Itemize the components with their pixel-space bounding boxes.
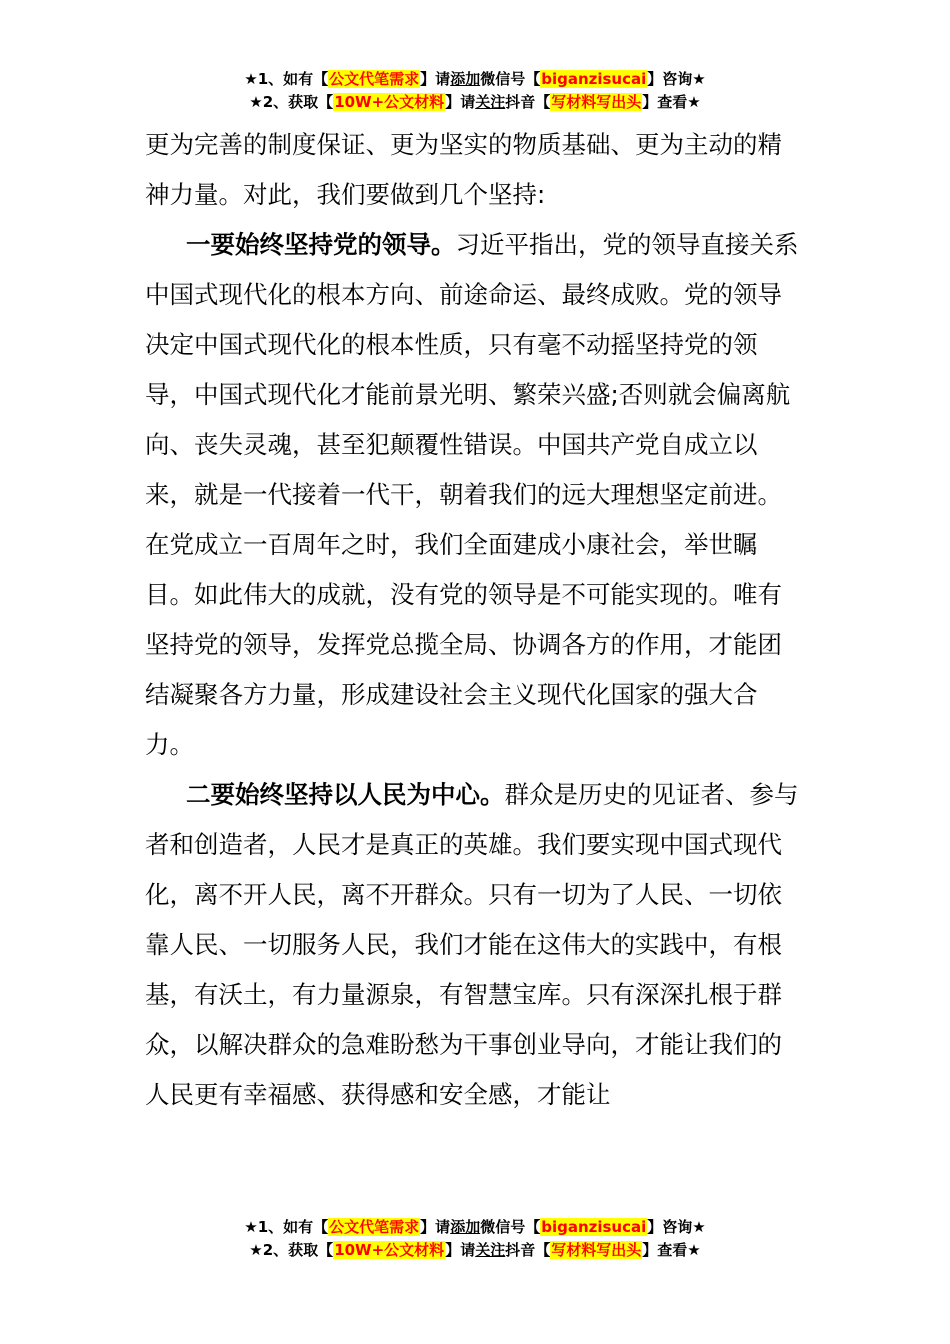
banner-text: 】查看★ bbox=[642, 93, 701, 111]
banner-highlight: 10W+公文材料 bbox=[334, 1241, 445, 1259]
banner-text: 】请 bbox=[445, 1241, 476, 1259]
banner-text: 抖音【 bbox=[505, 93, 551, 111]
banner-text: 】咨询★ bbox=[647, 1218, 706, 1236]
banner-line-1 bbox=[0, 68, 950, 91]
banner-text: 微信号【 bbox=[480, 70, 541, 88]
banner-underlined: 添加 bbox=[450, 1218, 481, 1236]
banner-line-1 bbox=[0, 1216, 950, 1239]
banner-highlight: 写材料写出头 bbox=[551, 1241, 642, 1259]
banner-highlight: biganzisucai bbox=[541, 70, 647, 88]
paragraph-heading: 二要始终坚持以人民为中心。 bbox=[186, 780, 505, 809]
banner-highlight: 公文代笔需求 bbox=[329, 70, 420, 88]
banner-highlight: biganzisucai bbox=[541, 1218, 647, 1236]
banner-text: 】咨询★ bbox=[647, 70, 706, 88]
document-body bbox=[145, 120, 805, 1120]
banner-text: 微信号【 bbox=[480, 1218, 541, 1236]
header-banner bbox=[0, 68, 950, 114]
paragraph-party-leadership bbox=[145, 220, 805, 770]
banner-text: ★2、获取【 bbox=[249, 93, 334, 111]
paragraph-people-centered bbox=[145, 770, 805, 1120]
banner-highlight: 公文代笔需求 bbox=[329, 1218, 420, 1236]
banner-line-2 bbox=[0, 91, 950, 114]
banner-text: 】请 bbox=[445, 93, 476, 111]
paragraph-text: 群众是历史的见证者、参与者和创造者，人民才是真正的英雄。我们要实现中国式现代化，离不开人民，离不开群众。只有一切为了人民、一切依靠人民、一切服务人民，我们才能在这伟大的实践中，有根基，有沃土，有力量源泉，有智慧宝库。只有深深扎根于群众，以解决群众的急难盼愁为干事创业导向，才能让我们的人民更有幸福感、获得感和安全感，才能让 bbox=[145, 780, 799, 1109]
paragraph-continuation: 更为完善的制度保证、更为坚实的物质基础、更为主动的精神力量。对此，我们要做到几个坚持: bbox=[145, 130, 782, 209]
paragraph-heading: 一要始终坚持党的领导。 bbox=[186, 230, 456, 259]
banner-underlined: 添加 bbox=[450, 70, 481, 88]
banner-highlight: 10W+公文材料 bbox=[334, 93, 445, 111]
banner-text: 】请 bbox=[420, 70, 451, 88]
banner-text: ★2、获取【 bbox=[249, 1241, 334, 1259]
banner-line-2 bbox=[0, 1239, 950, 1262]
banner-text: ★1、如有【 bbox=[244, 70, 329, 88]
banner-text: 】查看★ bbox=[642, 1241, 701, 1259]
paragraph-text: 习近平指出，党的领导直接关系中国式现代化的根本方向、前途命运、最终成败。党的领导决定中国式现代化的根本性质，只有毫不动摇坚持党的领导，中国式现代化才能前景光明、繁荣兴盛;否则就会偏离航向、丧失灵魂，甚至犯颠覆性错误。中国共产党自成立以来，就是一代接着一代干，朝着我们的远大理想坚定前进。在党成立一百周年之时，我们全面建成小康社会，举世瞩目。如此伟大的成就，没有党的领导是不可能实现的。唯有坚持党的领导，发挥党总揽全局、协调各方的作用，才能团结凝聚各方力量，形成建设社会主义现代化国家的强大合力。 bbox=[145, 230, 799, 759]
banner-text: ★1、如有【 bbox=[244, 1218, 329, 1236]
banner-text: 抖音【 bbox=[505, 1241, 551, 1259]
banner-highlight: 写材料写出头 bbox=[551, 93, 642, 111]
banner-underlined: 关注 bbox=[475, 1241, 506, 1259]
footer-banner bbox=[0, 1216, 950, 1262]
banner-underlined: 关注 bbox=[475, 93, 506, 111]
banner-text: 】请 bbox=[420, 1218, 451, 1236]
